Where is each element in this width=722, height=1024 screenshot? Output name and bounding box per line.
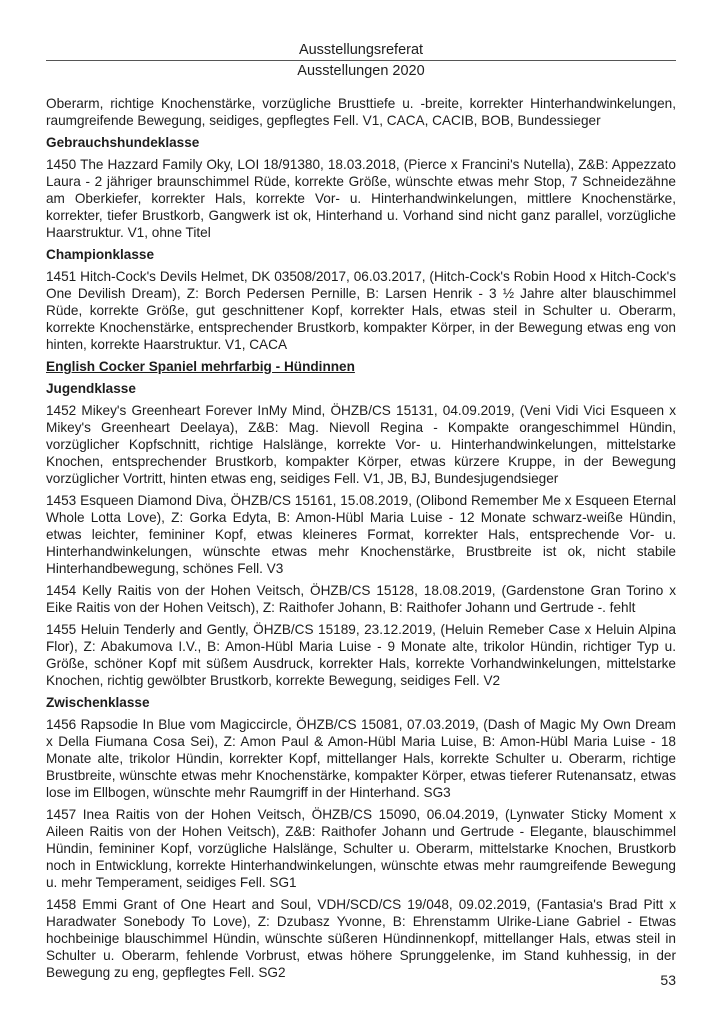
heading-breed-english-cocker-spaniel: English Cocker Spaniel mehrfarbig - Hündinnen bbox=[46, 359, 355, 374]
entry-1457: 1457 Inea Raitis von der Hohen Veitsch, ÖHZB/CS 15090, 06.04.2019, (Lynwater Sticky Moment x Aileen Raitis von der Hohen Veitsch), Z&B: Raithofer Johann und Gertrude - Elegante, blauschimmel Hündin, femininer Kopf, vorzügliche Halslänge, Schulter u. Oberarm, mittelstarke Knochen, Brustkorb noch in Entwicklung, korrekte Hinterhandwinkelungen, wünschte etwas mehr raumgreifende Bewegung u. mehr Temperament, seidiges Fell. SG1 bbox=[46, 807, 676, 890]
header-rule bbox=[46, 60, 676, 61]
header-subtitle: Ausstellungen 2020 bbox=[297, 63, 425, 79]
entry-1453: 1453 Esqueen Diamond Diva, ÖHZB/CS 15161, 15.08.2019, (Olibond Remember Me x Esqueen Eternal Whole Lotta Love), Z: Gorka Edyta, B: Amon-Hübl Maria Luise - 12 Monate schwarz-weiße Hündin, etwas leichter, femininer Kopf, etwas kleineres Format, korrekter Hals, entsprechende Vor- u. Hinterhandwinkelungen, wünschte etwas mehr Knochenstärke, Brustbreite ist ok, nicht stabile Hinterhandbewegung, schönes Fell. V3 bbox=[46, 493, 676, 576]
entry-1458: 1458 Emmi Grant of One Heart and Soul, VDH/SCD/CS 19/048, 09.02.2019, (Fantasia's Brad Pitt x Haradwater Sonebody To Love), Z: Dzubasz Yvonne, B: Ehrenstamm Ulrike-Liane Gabriel - Etwas hochbeinige blauschimmel Hündin, wünschte süßeren Hündinnenkopf, mittellanger Hals, etwas steil in Schulter u. Oberarm, fehlende Vorbrust, etwas höhere Sprunggelenke, im Stand kuhhessig, in der Bewegung zu eng, gepflegtes Fell. SG2 bbox=[46, 897, 676, 980]
page-header bbox=[46, 42, 676, 79]
heading-gebrauchshundeklasse: Gebrauchshundeklasse bbox=[46, 135, 200, 150]
entry-1452: 1452 Mikey's Greenheart Forever InMy Mind, ÖHZB/CS 15131, 04.09.2019, (Veni Vidi Vici Esqueen x Mikey's Greenheart Deelaya), Z&B: Mag. Nievoll Regina - Kompakte orangeschimmel Hündin, vorzüglicher Kopfschnitt, richtige Halslänge, korrekte Vor- u. Hinterhandwinkelungen, mittelstarke Knochen, entsprechender Brustkorb, kompakter Körper, etwas kürzere Kruppe, in der Bewegung vorzüglicher Vortritt, hinten etwas eng, seidiges Fell. V1, JB, BJ, Bundesjugendsieger bbox=[46, 403, 676, 486]
entry-1450: 1450 The Hazzard Family Oky, LOI 18/91380, 18.03.2018, (Pierce x Francini's Nutella), Z&B: Appezzato Laura - 2 jähriger braunschimmel Rüde, korrekte Größe, wünschte etwas mehr Stop, 7 Schneidezähne am Oberkiefer, korrekter Hals, korrekte Vor- u. Hinterhandwinkelungen, mittlere Knochenstärke, korrekter, tiefer Brustkorb, Gangwerk ist ok, Hinterhand u. Vorhand sind nicht ganz parallel, vorzügliche Haarstruktur. V1, ohne Titel bbox=[46, 157, 676, 240]
entry-1454: 1454 Kelly Raitis von der Hohen Veitsch, ÖHZB/CS 15128, 18.08.2019, (Gardenstone Gran Torino x Eike Raitis von der Hohen Veitsch), Z: Raithofer Johann, B: Raithofer Johann und Gertrude -. fehlt bbox=[46, 583, 676, 615]
critique-continuation-paragraph: Oberarm, richtige Knochenstärke, vorzügliche Brusttiefe u. -breite, korrekter Hinterhandwinkelungen, raumgreifende Bewegung, seidiges, gepflegtes Fell. V1, CACA, CACIB, BOB, Bundessieger bbox=[46, 96, 676, 128]
heading-jugendklasse: Jugendklasse bbox=[46, 381, 136, 396]
page-footer bbox=[660, 972, 676, 988]
heading-championklasse: Championklasse bbox=[46, 247, 155, 262]
entry-1451: 1451 Hitch-Cock's Devils Helmet, DK 03508/2017, 06.03.2017, (Hitch-Cock's Robin Hood x Hitch-Cock's One Devilish Dream), Z: Borch Pedersen Pernille, B: Larsen Henrik - 3 ½ Jahre alter blauschimmel Rüde, korrekte Größe, gut geschnittener Kopf, korrekter Hals, etwas steil in Schulter u. Oberarm, korrekte Knochenstärke, entsprechender Brustkorb, kompakter Körper, in der Bewegung etwas eng von hinten, korrekte Haarstruktur. V1, CACA bbox=[46, 269, 676, 352]
entry-1455: 1455 Heluin Tenderly and Gently, ÖHZB/CS 15189, 23.12.2019, (Heluin Remeber Case x Heluin Alpina Flor), Z: Abakumova I.V., B: Amon-Hübl Maria Luise - 9 Monate alte, trikolor Hündin, richtiger Typ u. Größe, schöner Kopf mit süßem Ausdruck, korrekter Hals, korrekte Vorhandwinkelungen, mittelstarke Knochen, richtig gewölbter Brustkorb, korrekte Bewegung, seidiges Fell. V2 bbox=[46, 622, 676, 688]
document-body bbox=[46, 95, 676, 981]
page-number: 53 bbox=[660, 972, 676, 988]
heading-zwischenklasse: Zwischenklasse bbox=[46, 695, 150, 710]
header-title: Ausstellungsreferat bbox=[298, 42, 424, 58]
entry-1456: 1456 Rapsodie In Blue vom Magiccircle, ÖHZB/CS 15081, 07.03.2019, (Dash of Magic My Own Dream x Della Fiumana Cosa Sei), Z: Amon Paul & Amon-Hübl Maria Luise, B: Amon-Hübl Maria Luise - 18 Monate alte, trikolor Hündin, korrekter Kopf, mittellanger Hals, korrekte Schulter u. Oberarm, richtige Brustbreite, wünschte etwas mehr Knochenstärke, kompakter Körper, etwas tieferer Rutenansatz, etwas lose im Ellbogen, wünschte mehr Raumgriff in der Hinterhand. SG3 bbox=[46, 717, 676, 800]
